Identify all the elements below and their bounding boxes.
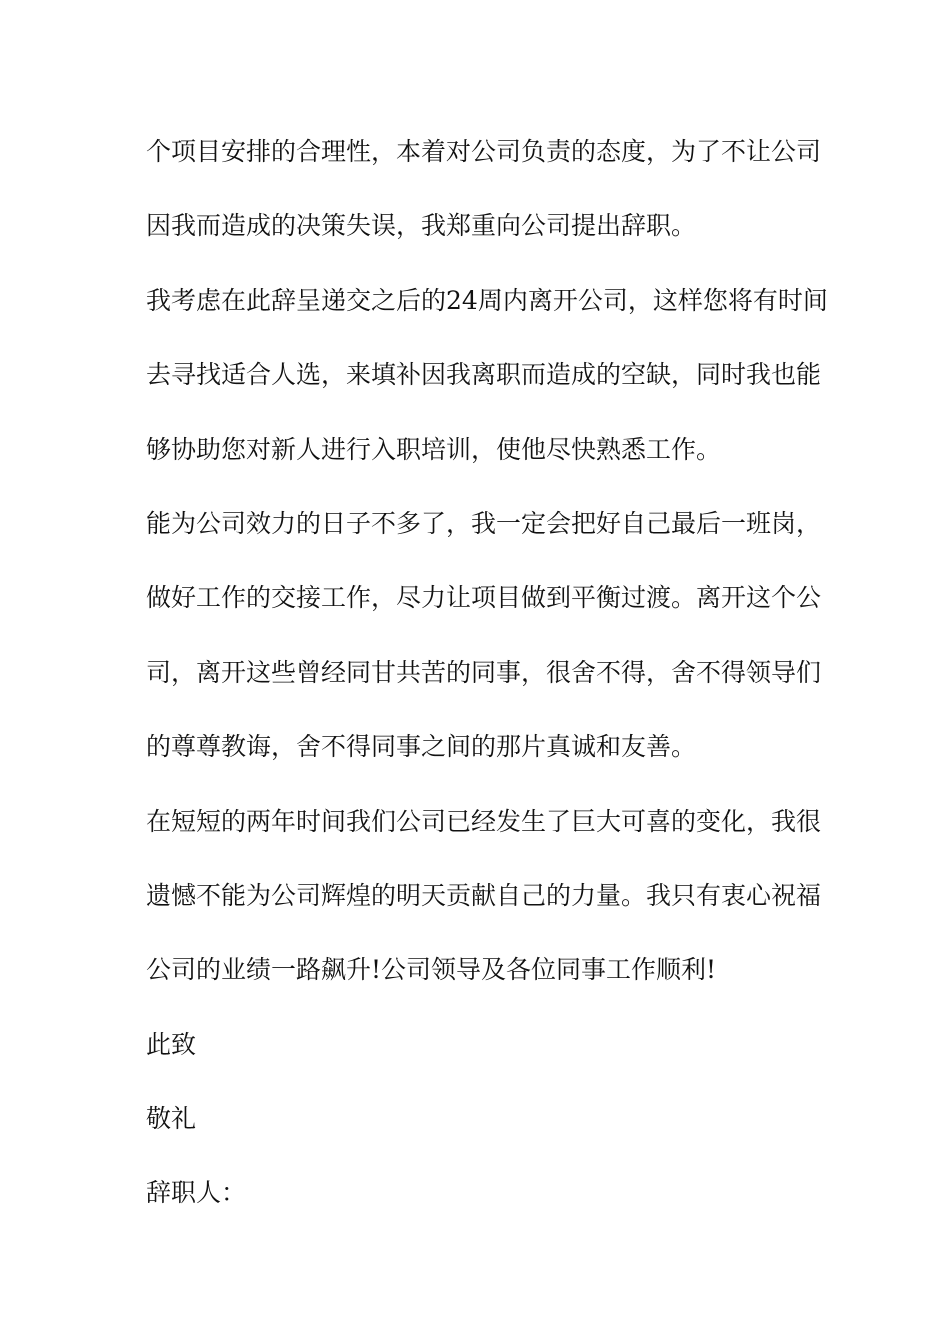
text-line: 司，离开这些曾经同甘共苦的同事，很舍不得，舍不得领导们: [146, 657, 822, 687]
text-line: 公司的业绩一路飙升!公司领导及各位同事工作顺利!: [146, 955, 717, 985]
closing-salutation: 此致: [146, 1029, 197, 1059]
text-line: 去寻找适合人选，来填补因我离职而造成的空缺，同时我也能: [146, 360, 822, 390]
text-line: 在短短的两年时间我们公司已经发生了巨大可喜的变化，我很: [146, 806, 822, 836]
text-line: 的尊尊教诲，舍不得同事之间的那片真诚和友善。: [146, 732, 697, 762]
letter-body: [146, 128, 828, 1244]
text-line: 够协助您对新人进行入职培训，使他尽快熟悉工作。: [146, 434, 722, 464]
signature-label: 辞职人：: [146, 1178, 247, 1208]
text-line: 能为公司效力的日子不多了，我一定会把好自己最后一班岗，: [146, 508, 822, 538]
text-line: 做好工作的交接工作，尽力让项目做到平衡过渡。离开这个公: [146, 583, 822, 613]
text-line: 我考虑在此辞呈递交之后的24周内离开公司，这样您将有时间: [146, 285, 828, 315]
text-line: 遗憾不能为公司辉煌的明天贡献自己的力量。我只有衷心祝福: [146, 880, 822, 910]
closing-respect: 敬礼: [146, 1104, 197, 1134]
text-line: 个项目安排的合理性，本着对公司负责的态度，为了不让公司: [146, 137, 822, 166]
text-line: 因我而造成的决策失误，我郑重向公司提出辞职。: [146, 211, 697, 241]
